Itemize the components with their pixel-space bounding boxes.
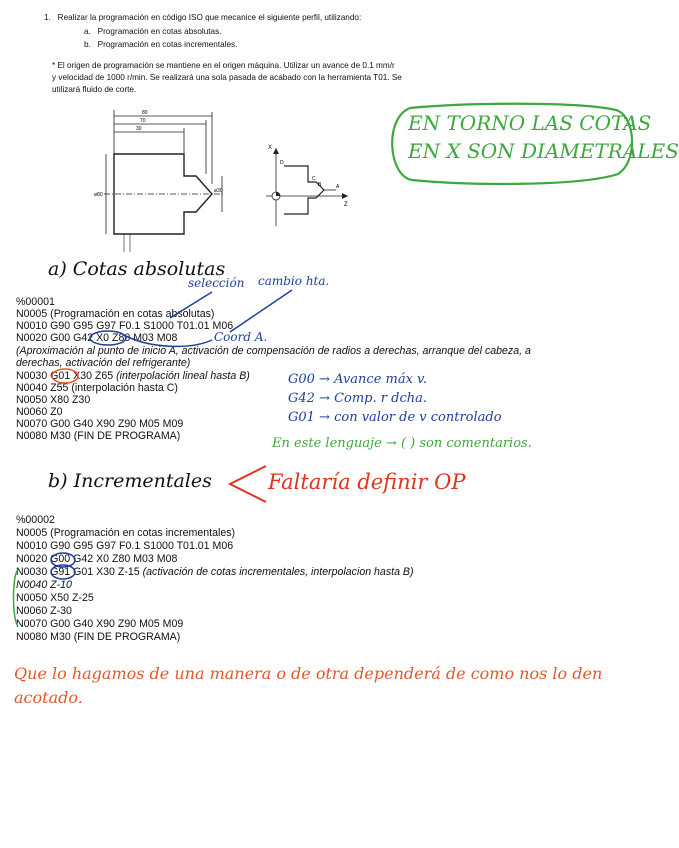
- dim-label: ø30: [214, 188, 223, 194]
- point-label: C: [312, 176, 316, 182]
- option-b: [84, 39, 237, 50]
- item-number: 1.: [44, 13, 51, 22]
- code-line: N0060 Z0: [16, 406, 63, 418]
- tool-change-note: cambio hta.: [258, 274, 330, 288]
- point-label: B: [318, 182, 322, 188]
- green-bracket: [14, 570, 19, 626]
- code-line: N0020 G00 G42 X0 Z80 M03 M08: [16, 332, 178, 344]
- note-line: y velocidad de 1000 r/min. Se realizará una sola pasada de acabado con la herramienta T01. Se: [52, 73, 402, 82]
- code-line: N0050 X50 Z-25: [16, 592, 94, 604]
- axis-arrow-icon: [273, 148, 279, 154]
- g42-note: G42 → Comp. r dcha.: [288, 391, 427, 406]
- coord-arrow: [126, 336, 212, 346]
- origin-fill-icon: [276, 192, 280, 196]
- program-a-header: %00001: [16, 296, 55, 308]
- green-note-line: EN TORNO LAS COTAS: [408, 111, 652, 135]
- note-line: utilizará fluido de corte.: [52, 85, 137, 94]
- coord-circle: [90, 331, 126, 345]
- heading-a: a) Cotas absolutas: [48, 258, 226, 280]
- axis-arrow-icon: [342, 193, 348, 199]
- axis-x-label: X: [268, 145, 273, 151]
- code-line: N0010 G90 G95 G97 F0.1 S1000 T01.01 M06: [16, 320, 234, 332]
- point-label: A: [336, 184, 340, 190]
- tool-change-arrow: [230, 290, 292, 332]
- code-line: N0005 (Programación en cotas absolutas): [16, 308, 215, 320]
- dim-label: 70: [140, 118, 146, 124]
- axis-z-label: Z: [344, 202, 348, 208]
- closing-note-line: Que lo hagamos de una manera o de otra dependerá de como nos lo den: [14, 664, 603, 683]
- program-b-markup: [0, 545, 120, 635]
- closing-note-line: acotado.: [14, 688, 83, 707]
- option-text: Programación en cotas incrementales.: [97, 40, 238, 49]
- note-line: * El origen de programación se mantiene en el origen máquina. Utilizar un avance de 0.1 mm/r: [52, 61, 395, 70]
- code-line: N0070 G00 G40 X90 Z90 M05 M09: [16, 418, 184, 430]
- g00-note: G00 → Avance máx v.: [288, 372, 427, 387]
- g01-circle: [52, 369, 78, 383]
- code-line: N0030 G91 G01 X30 Z-15 (activación de cotas incrementales, interpolacion hasta B): [16, 566, 414, 578]
- code-line: N0080 M30 (FIN DE PROGRAMA): [16, 631, 181, 643]
- selector-arrow: [170, 292, 212, 318]
- code-line: N0020 G00 G42 X0 Z80 M03 M08: [16, 553, 178, 565]
- red-arrow-icon: [222, 460, 274, 510]
- dim-label: ø80: [94, 192, 103, 198]
- missing-op-note: Faltaría definir OP: [268, 470, 466, 494]
- code-comment: (Aproximación al punto de inicio A, activación de compensación de radios a derechas, arranque del cabeza, a: [16, 345, 531, 357]
- code-line: N0010 G90 G95 G97 F0.1 S1000 T01.01 M06: [16, 540, 234, 552]
- program-b-header: %00002: [16, 514, 55, 526]
- option-letter: a.: [84, 27, 91, 36]
- dim-label: 80: [142, 110, 148, 116]
- heading-b: b) Incrementales: [48, 470, 212, 492]
- option-text: Programación en cotas absolutas.: [97, 27, 222, 36]
- code-line: N0050 X80 Z30: [16, 394, 91, 406]
- green-note-line: EN X SON DIAMETRALES: [408, 139, 679, 163]
- code-line: N0030 G01 X30 Z65 (interpolación lineal hasta B): [16, 370, 250, 382]
- g01-note: G01 → con valor de v controlado: [288, 410, 502, 425]
- code-line: N0040 Z55 (interpolación hasta C): [16, 382, 178, 394]
- code-line: N0080 M30 (FIN DE PROGRAMA): [16, 430, 181, 442]
- code-line: N0060 Z-30: [16, 605, 72, 617]
- exercise-statement: [44, 12, 361, 23]
- option-letter: b.: [84, 40, 91, 49]
- coord-note: Coord A.: [214, 330, 268, 344]
- point-label: D: [280, 160, 284, 166]
- part-profile-drawing: [84, 104, 244, 254]
- dim-label: 30: [136, 126, 142, 132]
- machine-coordinates-drawing: [262, 138, 352, 228]
- selector-note: selección: [188, 276, 245, 290]
- code-line: N0005 (Programación en cotas incrementales): [16, 527, 236, 539]
- code-comment: derechas, activación del refrigerante): [16, 357, 191, 369]
- statement-text: Realizar la programación en código ISO que mecanice el siguiente perfil, utilizando:: [57, 13, 362, 22]
- code-line: N0070 G00 G40 X90 Z90 M05 M09: [16, 618, 184, 630]
- code-line: N0040 Z-10: [16, 579, 72, 591]
- comments-note: En este lenguaje → ( ) son comentarios.: [272, 436, 532, 451]
- option-a: [84, 26, 221, 37]
